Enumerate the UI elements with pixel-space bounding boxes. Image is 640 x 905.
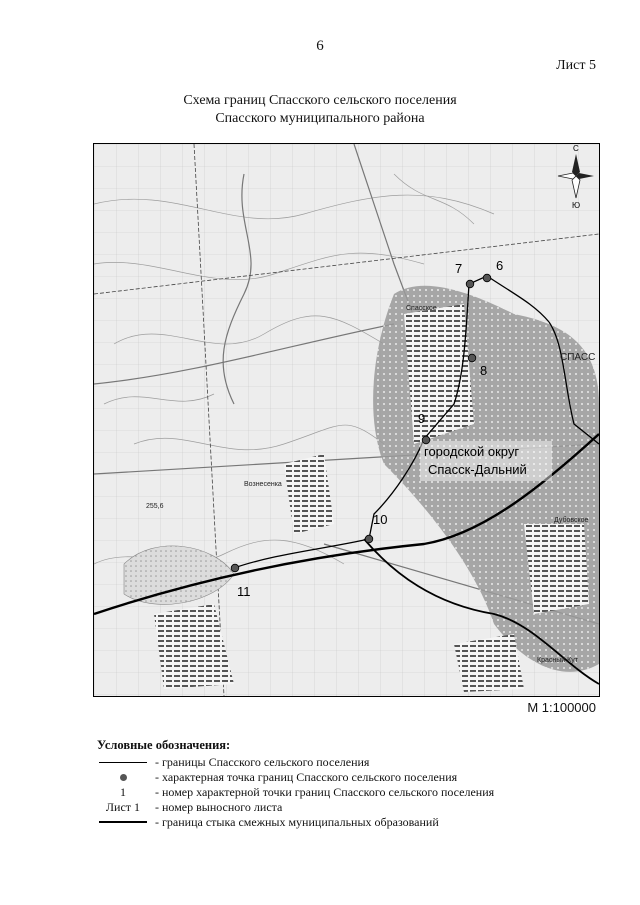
map-scale: М 1:100000 [527, 700, 596, 715]
point-10-label: 10 [373, 512, 388, 527]
legend-title: Условные обозначения: [97, 738, 231, 752]
legend-item-boundary [97, 755, 567, 770]
point-9-label: 9 [418, 411, 426, 426]
legend-item-text: - характерная точка границ Спасского сельского поселения [155, 769, 458, 784]
map-canvas [94, 144, 599, 696]
legend-item-point [97, 770, 567, 785]
legend-item-text: - граница стыка смежных муниципальных образований [155, 814, 439, 829]
legend-item-point-number [97, 785, 567, 800]
urban-block-4 [524, 524, 589, 614]
district-label-line-1: городской округ [424, 444, 520, 459]
town-label-spassk: СПАСС [560, 352, 596, 363]
point-number-symbol: 1 [120, 784, 126, 799]
legend-item-text: - номер характерной точки границ Спасского сельского поселения [155, 784, 495, 799]
compass-south-label: Ю [572, 201, 581, 210]
town-label-vostochnoe: Вознесенка [244, 481, 282, 488]
compass-north-label: С [573, 144, 579, 153]
sheet-label: Лист 5 [556, 58, 596, 73]
town-label-duboskoe: Дубовское [554, 517, 589, 524]
adjacent-boundary-line-icon [99, 821, 147, 823]
legend-item-sheet [97, 800, 567, 815]
page-number: 6 [316, 38, 324, 54]
district-label-line-2: Спасск-Дальний [428, 462, 527, 477]
title-line-2: Спасского муниципального района [215, 111, 425, 126]
map-legend [97, 738, 567, 830]
town-label-spasskoe: Спасское [406, 305, 437, 312]
town-label-krasny-kut: Красный Кут [537, 657, 578, 664]
boundary-map [93, 143, 600, 697]
legend-item-adjacent-boundary [97, 815, 567, 830]
boundary-line-icon [99, 762, 147, 763]
height-label: 255,6 [146, 503, 164, 510]
sheet-symbol: Лист 1 [105, 799, 141, 814]
point-8-label: 8 [480, 363, 488, 378]
legend-item-text: - границы Спасского сельского поселения [155, 754, 370, 769]
urban-block-main [404, 304, 474, 444]
point-6-label: 6 [496, 258, 504, 273]
point-11-label: 11 [237, 584, 251, 599]
point-dot-icon [120, 774, 127, 781]
page-title [0, 92, 640, 128]
legend-item-text: - номер выносного листа [155, 799, 283, 814]
title-line-1: Схема границ Спасского сельского поселения [183, 93, 457, 108]
point-7-label: 7 [455, 261, 463, 276]
urban-block-5 [454, 634, 524, 692]
